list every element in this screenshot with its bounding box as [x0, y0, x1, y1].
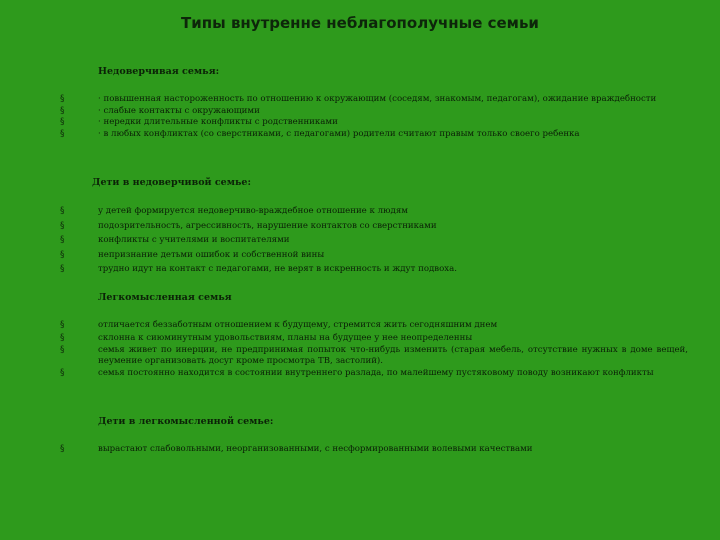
bullet-icon: §	[60, 444, 65, 454]
bullet-icon: §	[60, 105, 65, 116]
bullet-icon: §	[60, 345, 65, 356]
section-heading-frivolous-family: Легкомысленная семья	[98, 292, 232, 303]
list-frivolous-family	[60, 320, 688, 382]
list-item: § отличается беззаботным отношением к будущему, стремится жить сегодняшним днем	[60, 320, 498, 330]
list-item: § непризнание детьми ошибок и собственной вины	[60, 249, 325, 260]
bullet-icon: §	[60, 206, 65, 216]
list-distrustful-family	[60, 94, 688, 142]
list-item: § трудно идут на контакт с педагогами, не верят в искренность и ждут подвоха.	[60, 264, 457, 275]
list-item: § вырастают слабовольными, неорганизованными, с несформированными волевыми качествами	[60, 444, 533, 454]
bullet-icon: §	[60, 368, 65, 379]
section-heading-distrustful-family: Недоверчивая семья:	[98, 66, 220, 77]
bullet-icon: §	[60, 220, 65, 231]
list-item: § семья постоянно находится в состоянии внутреннего разлада, по малейшему пустяковому поводу возникают конфликты	[60, 368, 654, 379]
bullet-icon: §	[60, 235, 65, 246]
bullet-icon: §	[60, 264, 65, 275]
list-item: § конфликты с учителями и воспитателями	[60, 235, 290, 246]
list-item: § у детей формируется недоверчиво-враждебное отношение к людям	[60, 206, 408, 216]
list-item: § · нередки длительные конфликты с родственниками	[60, 117, 338, 128]
section-heading-children-distrustful: Дети в недоверчивой семье:	[92, 177, 251, 188]
list-children-frivolous	[60, 444, 688, 458]
bullet-icon: §	[60, 320, 65, 330]
bullet-icon: §	[60, 249, 65, 260]
bullet-icon: §	[60, 128, 65, 139]
bullet-icon: §	[60, 94, 65, 104]
list-item: § семья живет по инерции, не предпринимая попыток что-нибудь изменить (старая мебель, отсутствие нужных в доме вещей, неумение организовать досуг кроме просмотра ТВ, застолий).	[60, 345, 688, 366]
list-item: § · слабые контакты с окружающими	[60, 105, 260, 116]
list-item: § подозрительность, агрессивность, нарушение контактов со сверстниками	[60, 220, 437, 231]
section-heading-children-frivolous: Дети в легкомысленной семье:	[98, 416, 274, 427]
bullet-icon: §	[60, 332, 65, 343]
list-item: § · в любых конфликтах (со сверстниками, с педагогами) родители считают правым только своего ребенка	[60, 128, 580, 139]
bullet-icon: §	[60, 117, 65, 128]
list-item: § · повышенная настороженность по отношению к окружающим (соседям, знакомым, педагогам), ожидание враждебности	[60, 94, 657, 104]
list-children-distrustful	[60, 206, 688, 279]
page-title: Типы внутренне неблагополучные семьи	[181, 14, 539, 32]
list-item: § склонна к сиюминутным удовольствиям, планы на будущее у нее неопределенны	[60, 332, 473, 343]
